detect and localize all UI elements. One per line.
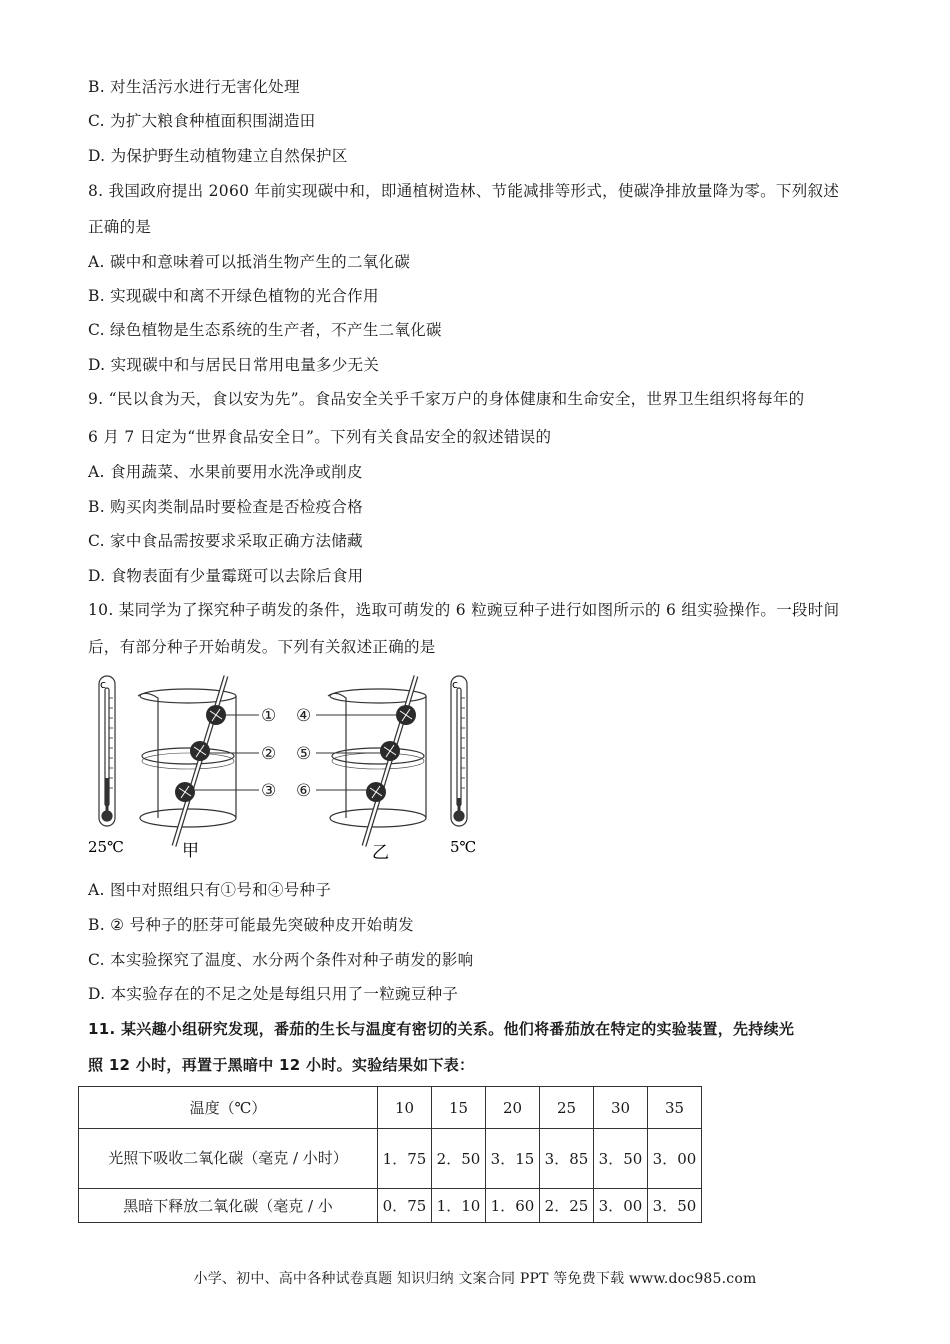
seed-label-6: ⑥ — [296, 781, 312, 801]
table-cell: 3．85 — [540, 1129, 594, 1189]
table-cell: 25 — [540, 1087, 594, 1129]
table-row — [79, 1189, 702, 1223]
table-cell: 20 — [486, 1087, 540, 1129]
q11-stem-line1: 11. 某兴趣小组研究发现，番茄的生长与温度有密切的关系。他们将番茄放在特定的实验装置，先持续光 — [88, 1020, 795, 1038]
table-cell: 3．50 — [648, 1189, 702, 1223]
q7-option-c: C. 为扩大粮食种植面积围湖造田 — [88, 112, 316, 130]
table-cell: 2．50 — [432, 1129, 486, 1189]
q9-option-c: C. 家中食品需按要求采取正确方法储藏 — [88, 532, 363, 550]
table-cell: 35 — [648, 1087, 702, 1129]
seed-label-5: ⑤ — [296, 744, 312, 764]
seed-label-1: ① — [261, 706, 277, 726]
table-row — [79, 1087, 702, 1129]
seed-germination-figure — [86, 668, 486, 868]
seed-label-2: ② — [261, 744, 277, 764]
seed-label-4: ④ — [296, 706, 312, 726]
q7-option-d: D. 为保护野生动植物建立自然保护区 — [88, 147, 348, 165]
table-cell: 3．00 — [594, 1189, 648, 1223]
q8-stem-line1: 8. 我国政府提出 2060 年前实现碳中和，即通植树造林、节能减排等形式，使碳净排放量降为零。下列叙述 — [88, 182, 840, 200]
page-footer: 小学、初中、高中各种试卷真题 知识归纳 文案合同 PPT 等免费下载 www.doc985.com — [193, 1271, 757, 1287]
thermo-left-c: c — [100, 678, 107, 691]
q10-option-b: B. ② 号种子的胚芽可能最先突破种皮开始萌发 — [88, 916, 414, 934]
table-cell: 0．75 — [378, 1189, 432, 1223]
table-cell: 3．15 — [486, 1129, 540, 1189]
table-row-label: 光照下吸收二氧化碳（毫克 / 小时） — [79, 1129, 378, 1189]
table-cell: 2．25 — [540, 1189, 594, 1223]
q9-option-a: A. 食用蔬菜、水果前要用水洗净或削皮 — [88, 463, 363, 481]
temp-left-label: 25℃ — [88, 838, 124, 856]
table-row-label: 黑暗下释放二氧化碳（毫克 / 小 — [79, 1189, 378, 1223]
q8-option-b: B. 实现碳中和离不开绿色植物的光合作用 — [88, 287, 379, 305]
q9-stem-line1: 9. “民以食为天，食以安为先”。食品安全关乎千家万户的身体健康和生命安全，世界卫生组织将每年的 — [88, 390, 805, 408]
table-cell: 3．50 — [594, 1129, 648, 1189]
table-row — [79, 1129, 702, 1189]
q10-option-c: C. 本实验探究了温度、水分两个条件对种子萌发的影响 — [88, 951, 474, 969]
temp-right-label: 5℃ — [450, 838, 477, 856]
q8-option-d: D. 实现碳中和与居民日常用电量多少无关 — [88, 356, 380, 374]
q9-stem-line2: 6 月 7 日定为“世界食品安全日”。下列有关食品安全的叙述错误的 — [88, 428, 552, 446]
table-cell: 15 — [432, 1087, 486, 1129]
beaker-left-label: 甲 — [182, 841, 199, 861]
table-cell: 3．00 — [648, 1129, 702, 1189]
q10-option-a: A. 图中对照组只有①号和④号种子 — [88, 881, 332, 899]
table-cell: 1．60 — [486, 1189, 540, 1223]
q9-option-d: D. 食物表面有少量霉斑可以去除后食用 — [88, 567, 364, 585]
q8-option-a: A. 碳中和意味着可以抵消生物产生的二氧化碳 — [88, 253, 411, 271]
q8-stem-line2: 正确的是 — [88, 218, 152, 236]
table-header-label: 温度（℃） — [79, 1087, 378, 1129]
beaker-right-label: 乙 — [372, 843, 389, 863]
co2-data-table — [78, 1086, 702, 1223]
seed-label-3: ③ — [261, 781, 277, 801]
seed-labels-right — [296, 706, 311, 801]
seed-labels-left — [261, 706, 276, 801]
q7-option-b: B. 对生活污水进行无害化处理 — [88, 78, 300, 96]
table-cell: 10 — [378, 1087, 432, 1129]
q9-option-b: B. 购买肉类制品时要检查是否检疫合格 — [88, 498, 363, 516]
q10-stem-line2: 后，有部分种子开始萌发。下列有关叙述正确的是 — [88, 638, 436, 656]
table-cell: 30 — [594, 1087, 648, 1129]
thermometer-left-icon — [99, 676, 115, 826]
thermometer-right-icon — [451, 676, 467, 826]
q10-option-d: D. 本实验存在的不足之处是每组只用了一粒豌豆种子 — [88, 985, 459, 1003]
table-cell: 1．75 — [378, 1129, 432, 1189]
thermo-right-c: c — [452, 678, 459, 691]
beaker-right — [328, 676, 426, 846]
q11-stem-line2: 照 12 小时，再置于黑暗中 12 小时。实验结果如下表： — [88, 1056, 475, 1074]
beaker-left — [138, 676, 236, 846]
q10-stem-line1: 10. 某同学为了探究种子萌发的条件，选取可萌发的 6 粒豌豆种子进行如图所示的 6 组实验操作。一段时间 — [88, 601, 840, 619]
q8-option-c: C. 绿色植物是生态系统的生产者，不产生二氧化碳 — [88, 321, 442, 339]
table-cell: 1．10 — [432, 1189, 486, 1223]
